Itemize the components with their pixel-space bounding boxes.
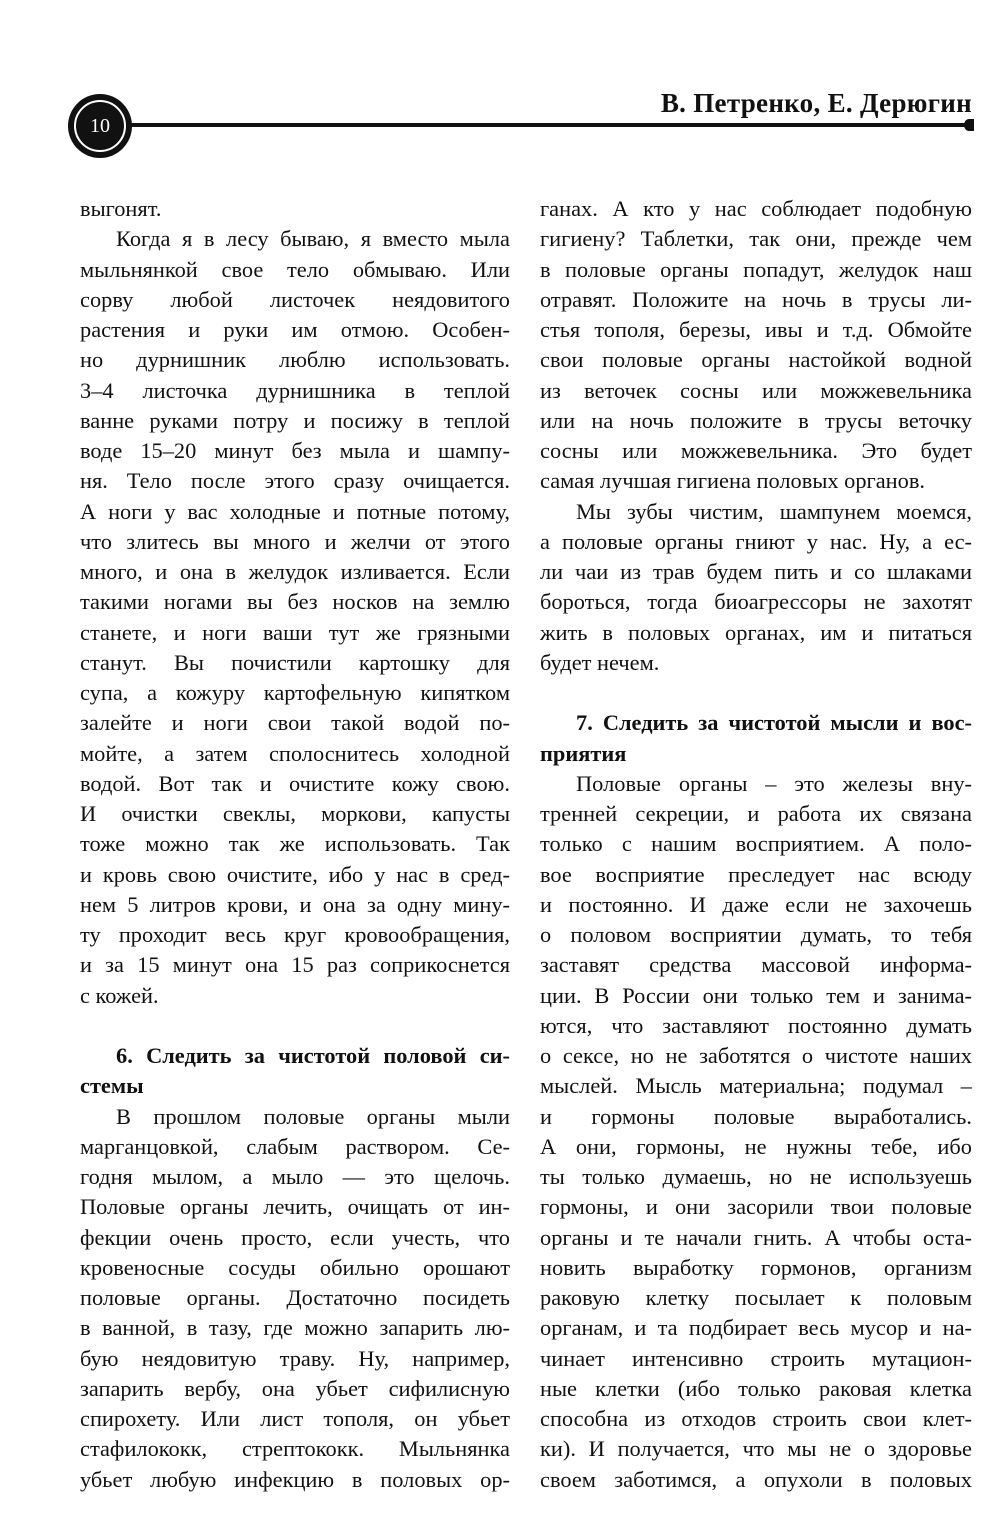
page-number: 10	[74, 100, 126, 152]
text-line: что злитесь вы много и желчи от этого	[80, 528, 510, 554]
text-line: тренней секреции, и работа их связана	[540, 801, 972, 826]
text-line: ня. Тело после этого сразу очищается.	[80, 468, 510, 494]
text-line: ты только думаешь, но не используешь	[540, 1164, 972, 1189]
text-line: о половом восприятии думать, то тебя	[540, 922, 972, 947]
paragraph	[540, 194, 972, 497]
text-line: заставят средства массовой информа-	[540, 952, 972, 978]
text-line: Половые органы лечить, очищать от ин-	[80, 1194, 510, 1220]
paragraph	[80, 194, 510, 224]
text-line: ются, что заставляют постоянно думать	[540, 1012, 972, 1038]
text-line: мойте, а затем сполоснитесь холодной	[80, 740, 510, 766]
text-line: запарить вербу, она убьет сифилисную	[80, 1375, 510, 1401]
text-line: свои половые органы настойкой водной	[540, 347, 972, 373]
paragraph	[80, 1102, 510, 1495]
text-line: гигиену? Таблетки, так они, прежде чем	[540, 226, 972, 252]
text-line: сосны или можжевельника. Это будет	[540, 438, 972, 463]
text-line: стафилококк, стрептококк. Мыльнянка	[80, 1436, 510, 1462]
text-line: бороться, тогда биоагрессоры не захотят	[540, 589, 972, 615]
running-head-authors: В. Петренко, Е. Дерюгин	[660, 88, 972, 118]
paragraph	[80, 224, 510, 1011]
text-line: нем 5 литров крови, и она за одну мину-	[80, 891, 510, 917]
text-line: о сексе, но не заботятся о чистоте наших	[540, 1043, 972, 1068]
text-line: залейте и ноги свои такой водой по-	[80, 710, 510, 736]
blank-space	[80, 1011, 510, 1041]
text-line: только с нашим восприятием. А поло-	[540, 831, 972, 857]
text-line: ные клетки (ибо только раковая клетка	[540, 1375, 972, 1401]
text-line: станут. Вы почистили картошку для	[80, 649, 510, 675]
text-line: своем заботимся, а опухоли в половых	[540, 1466, 972, 1492]
text-line: супа, а кожуру картофельную кипятком	[80, 680, 510, 705]
text-line: 6. Следить за чистотой половой си-	[116, 1043, 510, 1068]
text-line: органам, и та подбирает весь мусор и на-	[540, 1315, 972, 1341]
text-line: марганцовкой, слабым раствором. Се-	[80, 1133, 510, 1159]
header-rule-end	[964, 119, 974, 131]
text-line: А ноги у вас холодные и потные потому,	[80, 498, 510, 524]
text-line: тоже можно так же использовать. Так	[80, 831, 510, 857]
left-column	[80, 194, 510, 1495]
text-line: ции. В России они только тем и занима-	[540, 982, 972, 1008]
text-line: ту проходит весь круг кровообращения,	[80, 922, 510, 947]
section-heading	[540, 708, 972, 769]
text-line: чинает интенсивно строить мутацион-	[540, 1345, 972, 1371]
text-line: сорву любой листочек неядовитого	[80, 286, 510, 312]
text-line: растения и руки им отмою. Особен-	[80, 317, 510, 342]
text-line: с кожей.	[80, 982, 159, 1008]
text-line: спирохету. Или лист тополя, он убьет	[80, 1406, 510, 1431]
text-line: стья тополя, березы, ивы и т.д. Обмойте	[540, 317, 972, 342]
text-line: из веточек сосны или можжевельника	[540, 377, 972, 403]
text-line: мыльнянкой свое тело обмываю. Или	[80, 256, 510, 282]
text-line: выгонят.	[80, 196, 162, 221]
text-line: в ванной, в тазу, где можно запарить лю-	[80, 1315, 510, 1341]
text-line: годня мылом, а мыло — это щелочь.	[80, 1164, 510, 1189]
text-line: и гормоны половые выработались.	[540, 1103, 972, 1129]
text-line: органы и те начали гнить. А чтобы оста-	[540, 1224, 972, 1250]
paragraph	[540, 497, 972, 679]
text-line: ганах. А кто у нас соблюдает подобную	[540, 196, 972, 221]
text-line: и за 15 минут она 15 раз соприкоснется	[80, 952, 510, 978]
text-line: ванне руками потру и посижу в теплой	[80, 407, 510, 433]
text-line: водой. Вот так и очистите кожу свою.	[80, 770, 510, 796]
text-line: И очистки свеклы, моркови, капусты	[80, 801, 510, 826]
text-line: вое восприятие преследует нас всюду	[540, 861, 972, 887]
text-line: фекции очень просто, если учесть, что	[80, 1224, 510, 1250]
text-line: будет нечем.	[540, 649, 660, 675]
text-line: 7. Следить за чистотой мысли и вос-	[576, 710, 972, 736]
text-line: жить в половых органах, им и питаться	[540, 619, 972, 645]
text-line: или на ночь положите в трусы веточку	[540, 407, 972, 433]
text-line: ки). И получается, что мы не о здоровье	[540, 1436, 972, 1462]
text-line: самая лучшая гигиена половых органов.	[540, 468, 926, 494]
text-line: кровеносные сосуды обильно орошают	[80, 1254, 510, 1280]
text-line: отравят. Положите на ночь в трусы ли-	[540, 286, 972, 312]
text-line: способна из отходов строить свои клет-	[540, 1406, 972, 1431]
text-line: а половые органы гниют у нас. Ну, а ес-	[540, 528, 972, 554]
text-line: В прошлом половые органы мыли	[116, 1103, 510, 1129]
text-line: новить выработку гормонов, организм	[540, 1254, 972, 1280]
text-line: раковую клетку посылает к половым	[540, 1285, 972, 1310]
text-line: приятия	[540, 740, 627, 766]
text-line: мыслей. Мысль материальна; подумал –	[540, 1073, 972, 1099]
right-column	[540, 194, 972, 1495]
text-line: Половые органы – это железы вну-	[576, 770, 972, 796]
paragraph	[540, 769, 972, 1495]
blank-space	[540, 678, 972, 708]
text-line: станете, и ноги ваши тут же грязными	[80, 619, 510, 645]
section-heading	[80, 1041, 510, 1102]
text-line: убьет любую инфекцию в половых ор-	[80, 1466, 510, 1492]
text-line: 3–4 листочка дурнишника в теплой	[80, 377, 510, 403]
text-line: и постоянно. И даже если не захочешь	[540, 891, 972, 917]
text-line: Мы зубы чистим, шампунем моемся,	[576, 498, 972, 524]
text-line: и кровь свою очистите, ибо у нас в сред-	[80, 861, 510, 887]
page-number-badge	[70, 96, 130, 156]
text-line: в половые органы попадут, желудок наш	[540, 256, 972, 282]
text-line: много, и она в желудок изливается. Если	[80, 559, 510, 584]
text-line: Когда я в лесу бываю, я вместо мыла	[116, 226, 510, 252]
text-line: ли чаи из трав будем пить и со шлаками	[540, 559, 972, 584]
text-line: воде 15–20 минут без мыла и шампу-	[80, 438, 510, 463]
text-line: такими ногами вы без носков на землю	[80, 589, 510, 615]
text-line: стемы	[80, 1073, 144, 1099]
text-line: гормоны, и они засорили твои половые	[540, 1194, 972, 1220]
text-line: бую неядовитую траву. Ну, например,	[80, 1345, 510, 1371]
text-line: А они, гормоны, не нужны тебе, ибо	[540, 1133, 972, 1159]
text-line: половые органы. Достаточно посидеть	[80, 1285, 510, 1310]
header-rule	[130, 123, 970, 127]
text-line: но дурнишник люблю использовать.	[80, 347, 510, 373]
